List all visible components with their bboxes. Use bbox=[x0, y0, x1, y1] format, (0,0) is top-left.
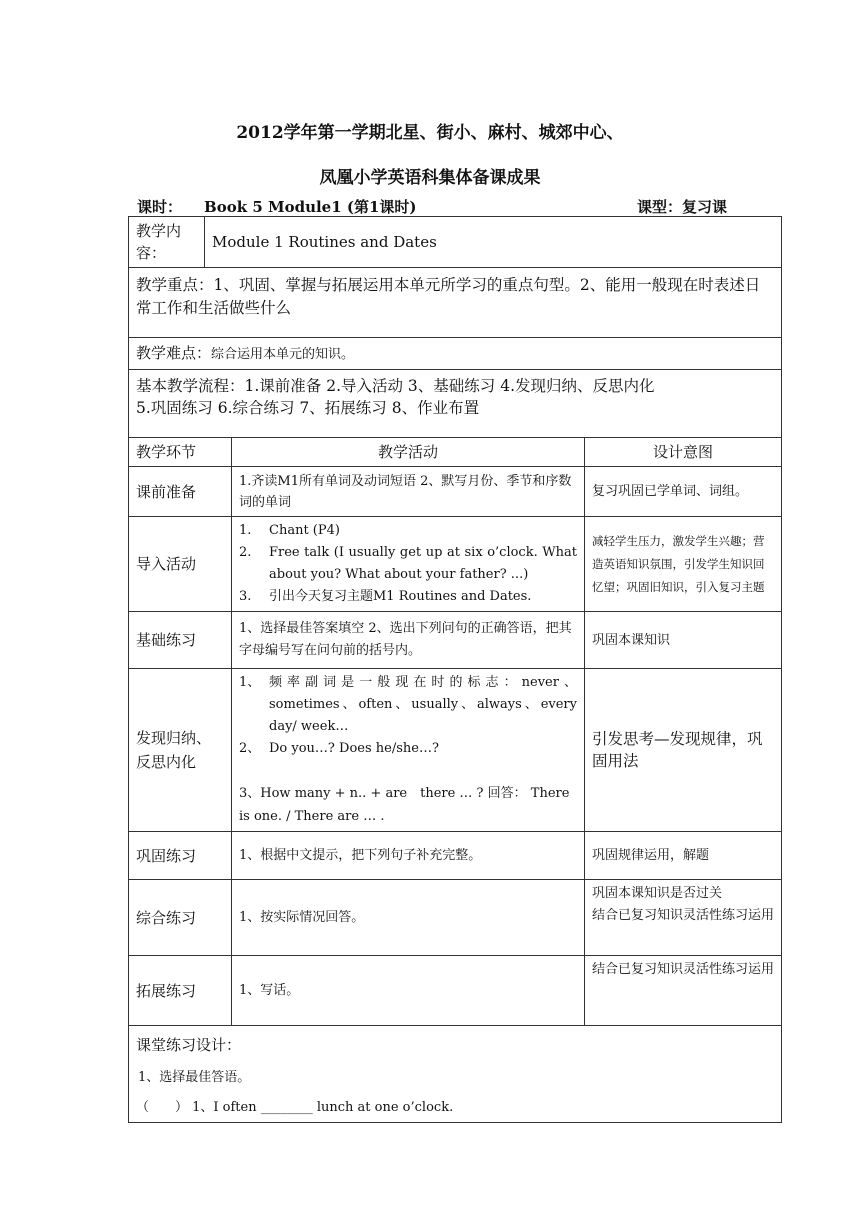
intent-cell bbox=[585, 880, 782, 956]
process-line2: 5.巩固练习 6.综合练习 7、拓展练习 8、作业布置 bbox=[136, 399, 480, 417]
header-intent: 设计意图 bbox=[585, 438, 782, 467]
difficult-points-label: 教学难点： bbox=[136, 344, 212, 362]
stage-cell: 导入活动 bbox=[129, 517, 232, 612]
intent-cell: 减轻学生压力，激发学生兴趣；营造英语知识氛围，引发学生知识回忆望；巩固旧知识，引入复习主题 bbox=[585, 517, 782, 612]
content-row bbox=[129, 217, 782, 268]
table-row bbox=[129, 832, 782, 880]
key-points-label: 教学重点： bbox=[136, 276, 214, 294]
exercise-cell bbox=[129, 1026, 782, 1123]
list-item: 2. Free talk (I usually get up at six o’clock. What about you? What about your father? ...) bbox=[239, 545, 577, 582]
intent-line1: 巩固本课知识是否过关 bbox=[592, 886, 723, 901]
key-points-row bbox=[129, 268, 782, 338]
activity-cell: 1、按实际情况回答。 bbox=[232, 880, 585, 956]
intent-cell: 结合已复习知识灵活性练习运用 bbox=[585, 956, 782, 1026]
difficult-points-row bbox=[129, 338, 782, 370]
list-item: 1、 频率副词是一般现在时的标志：never、sometimes、often、usually、always、every day/ week… bbox=[239, 675, 577, 734]
intent-cell: 巩固规律运用，解题 bbox=[585, 832, 782, 880]
stage-cell: 发现归纳、反思内化 bbox=[129, 669, 232, 832]
stage-cell: 巩固练习 bbox=[129, 832, 232, 880]
activity-extra: 3、How many + n.. + are there … ? 回答： There is one. / There are … . bbox=[239, 786, 570, 824]
table-row bbox=[129, 612, 782, 669]
lesson-value: Book 5 Module1 (第1课时) bbox=[204, 198, 417, 216]
key-points-cell bbox=[129, 268, 782, 338]
activity-cell: 1、根据中文提示，把下列句子补充完整。 bbox=[232, 832, 585, 880]
content-label: 教学内容： bbox=[129, 217, 205, 268]
table-row bbox=[129, 669, 782, 832]
intent-cell: 复习巩固已学单词、词组。 bbox=[585, 467, 782, 517]
lesson-type: 课型：复习课 bbox=[637, 198, 728, 216]
table-row bbox=[129, 880, 782, 956]
header-activity: 教学活动 bbox=[232, 438, 585, 467]
exercise-label: 课堂练习设计： bbox=[136, 1036, 242, 1054]
lesson-info bbox=[137, 196, 417, 217]
intent-line2: 结合已复习知识灵活性练习运用 bbox=[592, 908, 775, 923]
activity-list bbox=[239, 520, 577, 608]
stage-cell: 课前准备 bbox=[129, 467, 232, 517]
activity-cell: 1.齐读M1所有单词及动词短语 2、默写月份、季节和序数词的单词 bbox=[232, 467, 585, 517]
document-title-line1: 2012学年第一学期北星、街小、麻村、城郊中心、 bbox=[236, 123, 624, 143]
exercise-section1: 1、选择最佳答语。 bbox=[138, 1070, 251, 1085]
list-item: 3. 引出今天复习主题M1 Routines and Dates. bbox=[239, 589, 532, 604]
activity-cell bbox=[232, 669, 585, 832]
activity-cell: 1、选择最佳答案填空 2、选出下列问句的正确答语，把其字母编号写在问句前的括号内。 bbox=[232, 612, 585, 669]
table-row bbox=[129, 467, 782, 517]
list-item: 2、 Do you…? Does he/she…? bbox=[239, 741, 439, 756]
exercise-question-1: （ ） 1、I often ________ lunch at one o’clock. bbox=[136, 1100, 454, 1115]
content-value: Module 1 Routines and Dates bbox=[205, 217, 782, 268]
process-row bbox=[129, 370, 782, 438]
intent-cell: 巩固本课知识 bbox=[585, 612, 782, 669]
difficult-points-cell bbox=[129, 338, 782, 370]
document-title-line2: 凤凰小学英语科集体备课成果 bbox=[319, 168, 541, 188]
key-points-text: 1、巩固、掌握与拓展运用本单元所学习的重点句型。2、能用一般现在时表述日常工作和生活做些什么 bbox=[136, 276, 761, 317]
stage-cell: 拓展练习 bbox=[129, 956, 232, 1026]
activity-cell bbox=[232, 517, 585, 612]
list-item: 1. Chant (P4) bbox=[239, 523, 340, 538]
activity-list bbox=[239, 672, 577, 760]
table-row bbox=[129, 517, 782, 612]
stage-cell: 基础练习 bbox=[129, 612, 232, 669]
stage-cell: 综合练习 bbox=[129, 880, 232, 956]
process-cell bbox=[129, 370, 782, 438]
lesson-plan-table bbox=[128, 216, 782, 1123]
intent-cell: 引发思考—发现规律，巩固用法 bbox=[585, 669, 782, 832]
table-row bbox=[129, 956, 782, 1026]
lesson-label: 课时： bbox=[137, 198, 183, 216]
exercise-row bbox=[129, 1026, 782, 1123]
process-line1: 基本教学流程：1.课前准备 2.导入活动 3、基础练习 4.发现归纳、反思内化 bbox=[136, 377, 655, 395]
table-header-row bbox=[129, 438, 782, 467]
activity-cell: 1、写话。 bbox=[232, 956, 585, 1026]
header-stage: 教学环节 bbox=[129, 438, 232, 467]
difficult-points-text: 综合运用本单元的知识。 bbox=[211, 347, 355, 362]
